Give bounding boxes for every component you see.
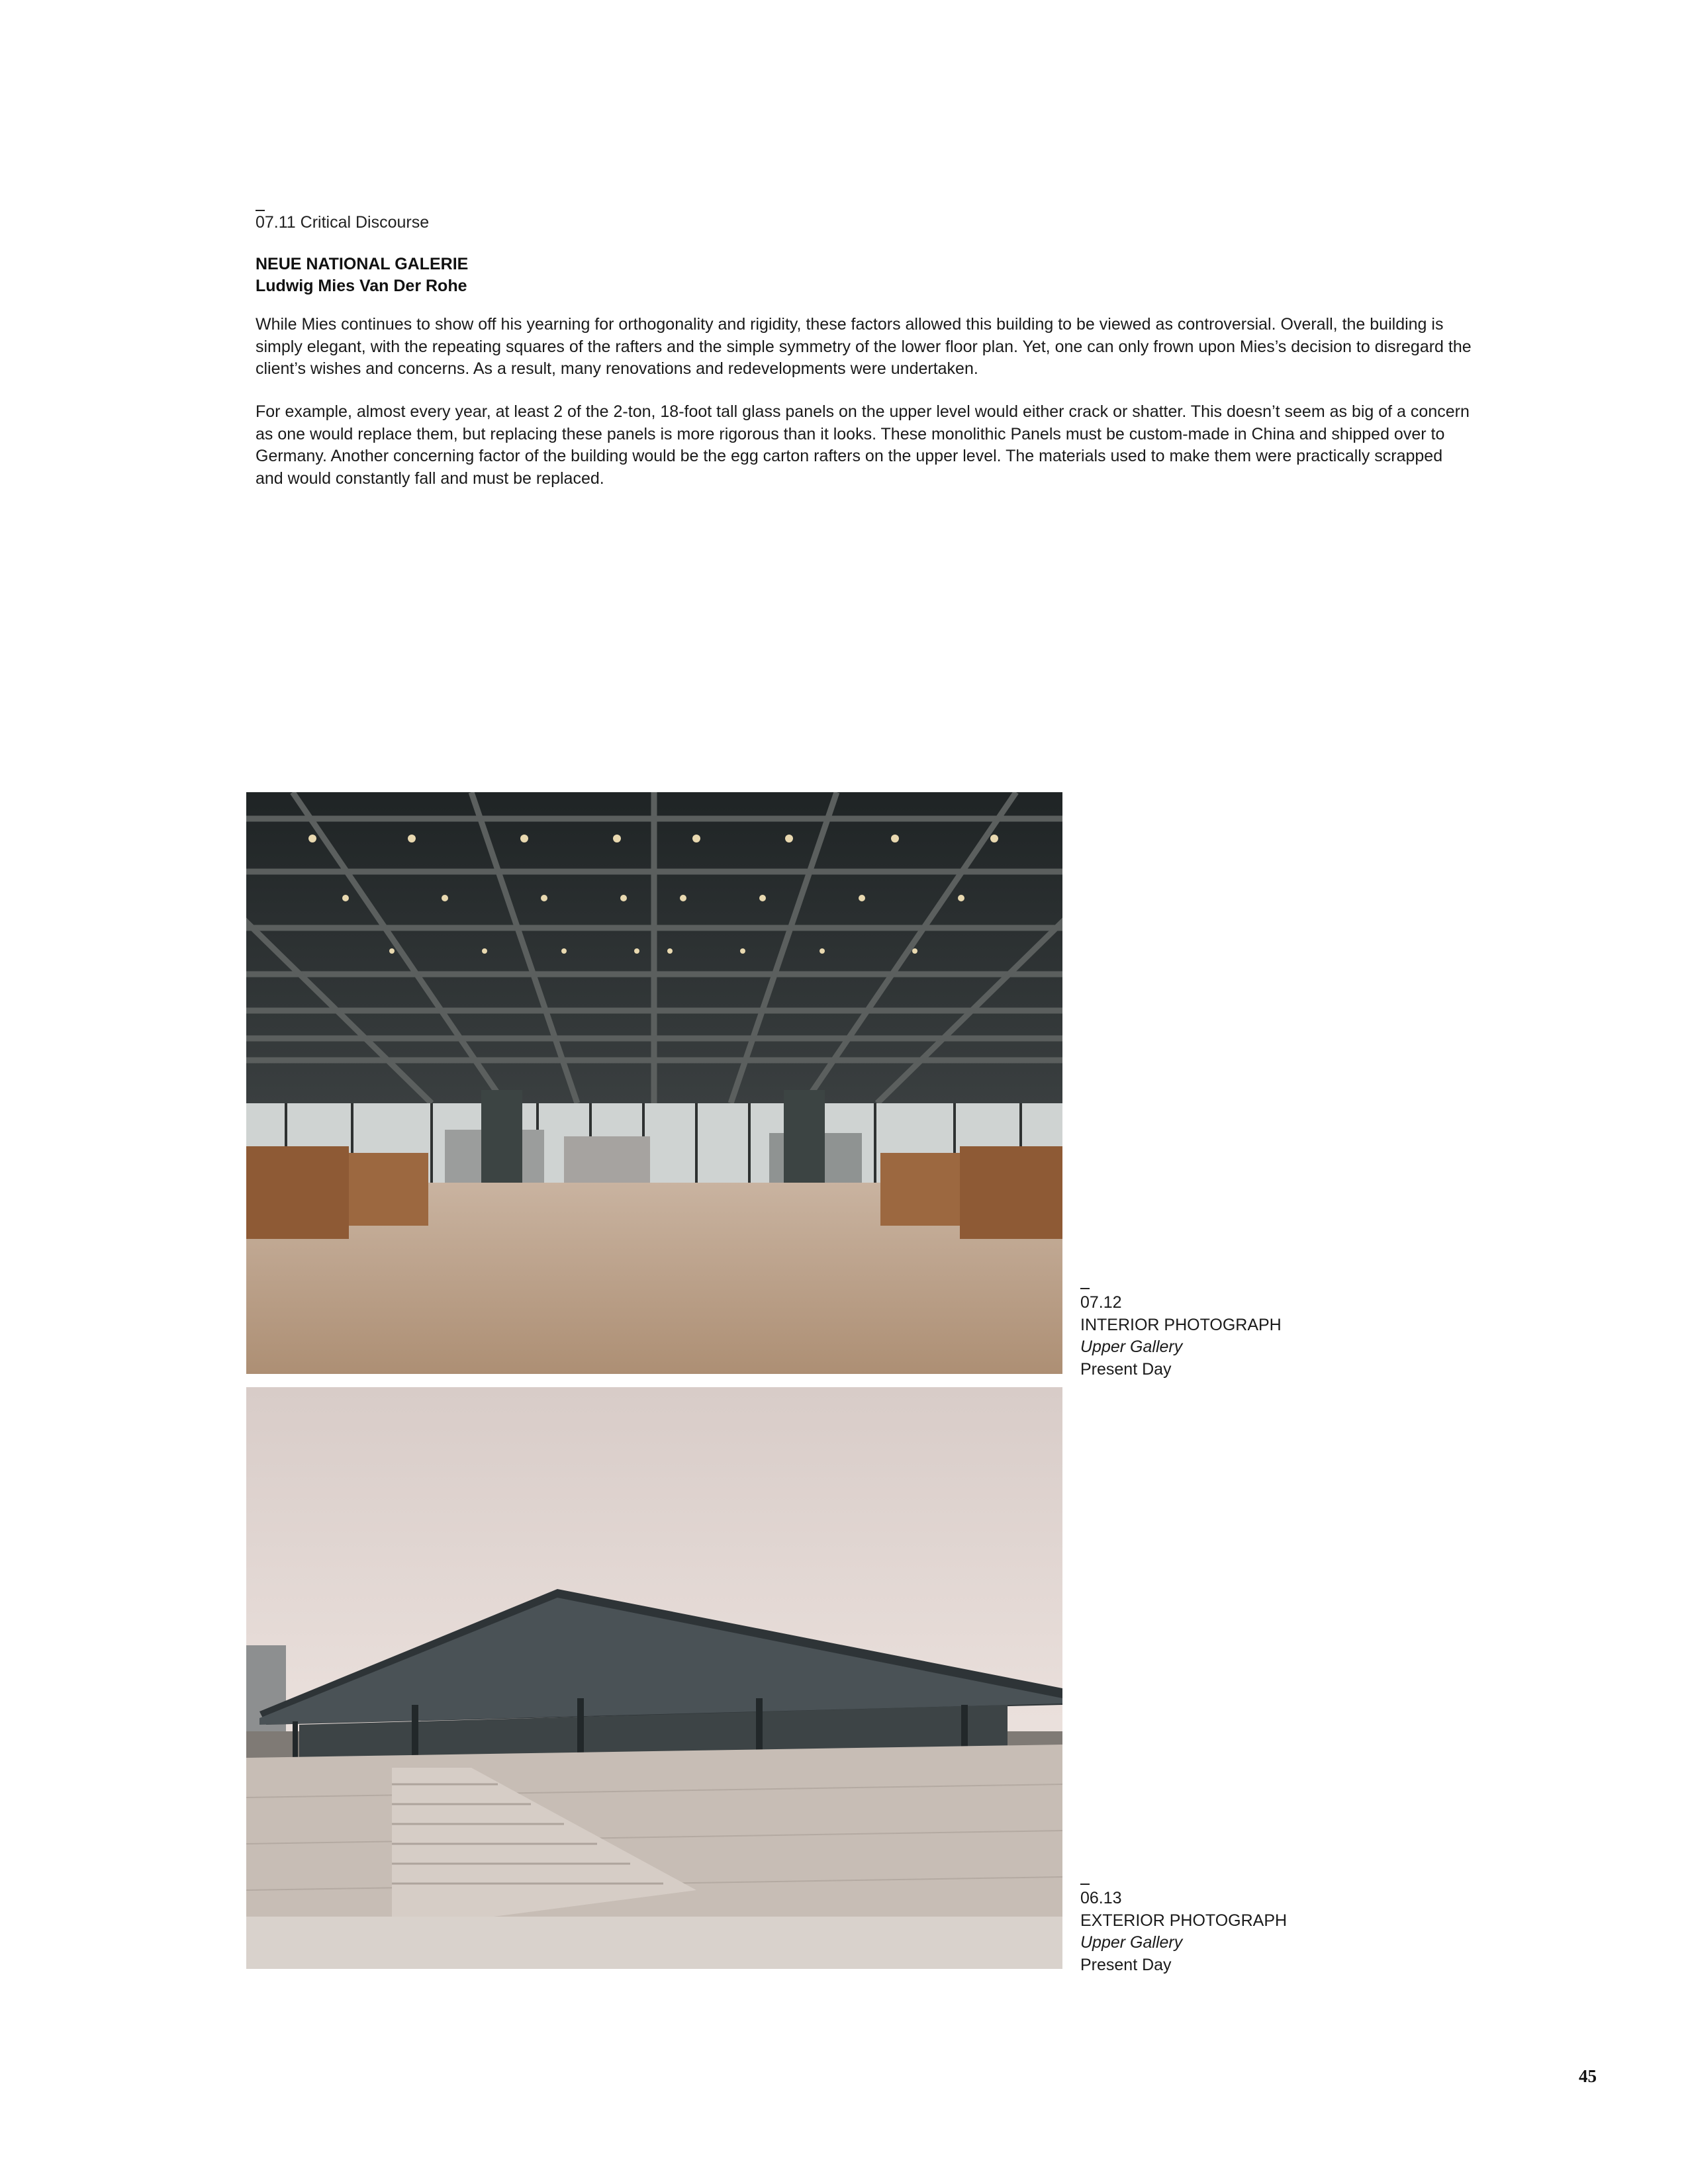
interior-photo-illustration bbox=[246, 792, 1062, 1374]
page-title: NEUE NATIONAL GALERIE bbox=[256, 255, 469, 273]
figure-location: Upper Gallery bbox=[1080, 1933, 1183, 1952]
page-number: 45 bbox=[1579, 2066, 1597, 2086]
figure-date: Present Day bbox=[1080, 1955, 1172, 1974]
figure-type: INTERIOR PHOTOGRAPH bbox=[1080, 1315, 1282, 1334]
interior-caption bbox=[1080, 1292, 1282, 1381]
figure-location: Upper Gallery bbox=[1080, 1338, 1183, 1356]
figure-date: Present Day bbox=[1080, 1359, 1172, 1379]
body-paragraph-1: While Mies continues to show off his yearning for orthogonality and rigidity, these factors allowed this building to be viewed as controversial. Overall, the building is simply elegant, with the repeating squares of the rafters and the simple symmetry of the lower floor plan. Yet, one can only frown upon Mies’s decision to disregard the client’s wishes and concerns. As a result, many renovations and redevelopments were undertaken. bbox=[256, 315, 1472, 378]
caption-2-dash bbox=[1080, 1884, 1090, 1885]
interior-photo bbox=[246, 792, 1062, 1374]
figure-number: 06.13 bbox=[1080, 1889, 1122, 1907]
title-block bbox=[256, 253, 468, 297]
exterior-photo-illustration bbox=[246, 1387, 1062, 1969]
section-dash bbox=[256, 210, 265, 211]
section-label: 07.11 Critical Discourse bbox=[256, 213, 430, 232]
body-paragraph-2: For example, almost every year, at least 2 of the 2-ton, 18-foot tall glass panels on the upper level would either crack or shatter. This doesn’t seem as big of a concern as one would replace them, but replacing these panels is more rigorous than it looks. These monolithic Panels must be custom-made in China and shipped over to Germany. Another concerning factor of the building would be the egg carton rafters on the upper level. The materials used to make them were practically scrapped and would constantly fall and must be replaced. bbox=[256, 402, 1470, 488]
exterior-caption bbox=[1080, 1888, 1287, 1976]
caption-1-dash bbox=[1080, 1288, 1090, 1289]
figure-type: EXTERIOR PHOTOGRAPH bbox=[1080, 1911, 1288, 1930]
page-subtitle: Ludwig Mies Van Der Rohe bbox=[256, 277, 467, 295]
figure-number: 07.12 bbox=[1080, 1293, 1122, 1312]
exterior-photo bbox=[246, 1387, 1062, 1969]
